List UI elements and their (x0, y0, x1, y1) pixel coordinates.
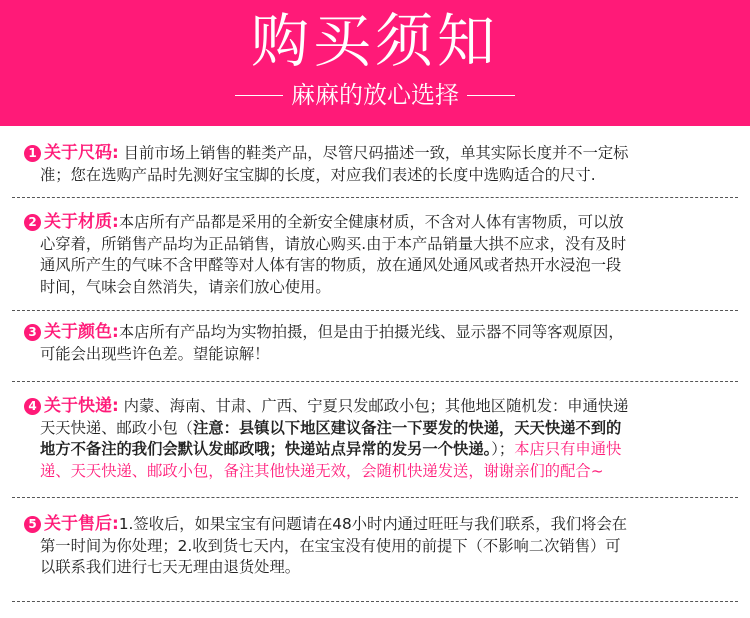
dashed-divider (12, 601, 738, 602)
section-text: 本店所有产品都是采用的全新安全健康材质，不含对人体有害物质，可以放 (118, 213, 624, 231)
section-heading: 关于尺码: (44, 143, 119, 163)
section-text: 准；您在选购产品时先测好宝宝脚的长度，对应我们表述的长度中选购适合的尺寸. (40, 165, 596, 184)
number-badge: 4 (24, 398, 41, 415)
subtitle-right-line (467, 95, 515, 96)
section-heading: 关于材质: (44, 212, 119, 232)
dashed-divider (12, 197, 738, 198)
section-text: 可能会出现些许色差。望能谅解！ (40, 344, 270, 363)
dashed-divider (12, 310, 738, 311)
header-banner (0, 0, 750, 126)
section-color (24, 322, 740, 365)
number-badge: 5 (24, 516, 41, 533)
section-line (24, 143, 740, 165)
section-text: 本店所有产品均为实物拍摄，但是由于拍摄光线、显示器不同等客观原因， (118, 323, 624, 341)
section-text: 以联系我们进行七天无理由退货处理。 (40, 558, 301, 576)
section-text: 目前市场上销售的鞋类产品，尽管尺码描述一致，单其实际长度并不一定标 (118, 144, 629, 162)
section-line (24, 212, 740, 234)
section-text: 心穿着，所销售产品均为正品销售，请放心购买.由于本产品销量大拱不应求，没有及时 (40, 234, 627, 253)
subtitle-left-line (235, 95, 283, 96)
section-text-line (24, 439, 740, 461)
section-size (24, 143, 740, 186)
section-text-line (24, 418, 740, 440)
subtitle-row (0, 80, 750, 110)
section-heading: 关于快递: (44, 396, 119, 416)
highlight-text: 递、天天快递、邮政小包，备注其他快递无效，会随机快递发送，谢谢亲们的配合~ (40, 461, 604, 480)
section-text: 时间，气味会自然消失，请亲们放心使用。 (40, 277, 331, 296)
notice-text: 地方不备注的我们会默认发邮政哦；快递站点异常的发另一个快递。 (40, 440, 492, 458)
section-line (24, 322, 740, 344)
section-text: 内蒙、海南、甘肃、广西、宁夏只发邮政小包；其他地区随机发：申通快递 (118, 397, 629, 415)
section-text: 1.签收后，如果宝宝有问题请在48小时内通过旺旺与我们联系，我们将会在 (118, 515, 628, 533)
section-after-sales (24, 514, 740, 579)
page-subtitle: 麻麻的放心选择 (291, 81, 459, 109)
notice-text: 注意：县镇以下地区建议备注一下要发的快递，天天快递不到的 (192, 418, 622, 437)
page-title: 购买须知 (250, 7, 499, 75)
section-text: 通风所产生的气味不含甲醛等对人体有害的物质，放在通风处通风或者热开水浸泡一段 (40, 256, 622, 274)
section-line (24, 396, 740, 418)
section-line (24, 514, 740, 536)
section-text: 第一时间为你处理；2.收到货七天内，在宝宝没有使用的前提下（不影响二次销售）可 (40, 536, 621, 555)
number-badge: 1 (24, 145, 41, 162)
section-heading: 关于颜色: (44, 322, 119, 342)
dashed-divider (12, 381, 738, 382)
dashed-divider (12, 497, 738, 498)
section-heading: 关于售后: (44, 514, 119, 534)
highlight-text: 本店只有申通快 (514, 440, 622, 458)
number-badge: 2 (24, 214, 41, 231)
section-text: 天天快递、邮政小包（ (40, 418, 193, 437)
section-material (24, 212, 740, 298)
number-badge: 3 (24, 324, 41, 341)
section-text: ）； (491, 440, 515, 458)
section-shipping (24, 396, 740, 482)
